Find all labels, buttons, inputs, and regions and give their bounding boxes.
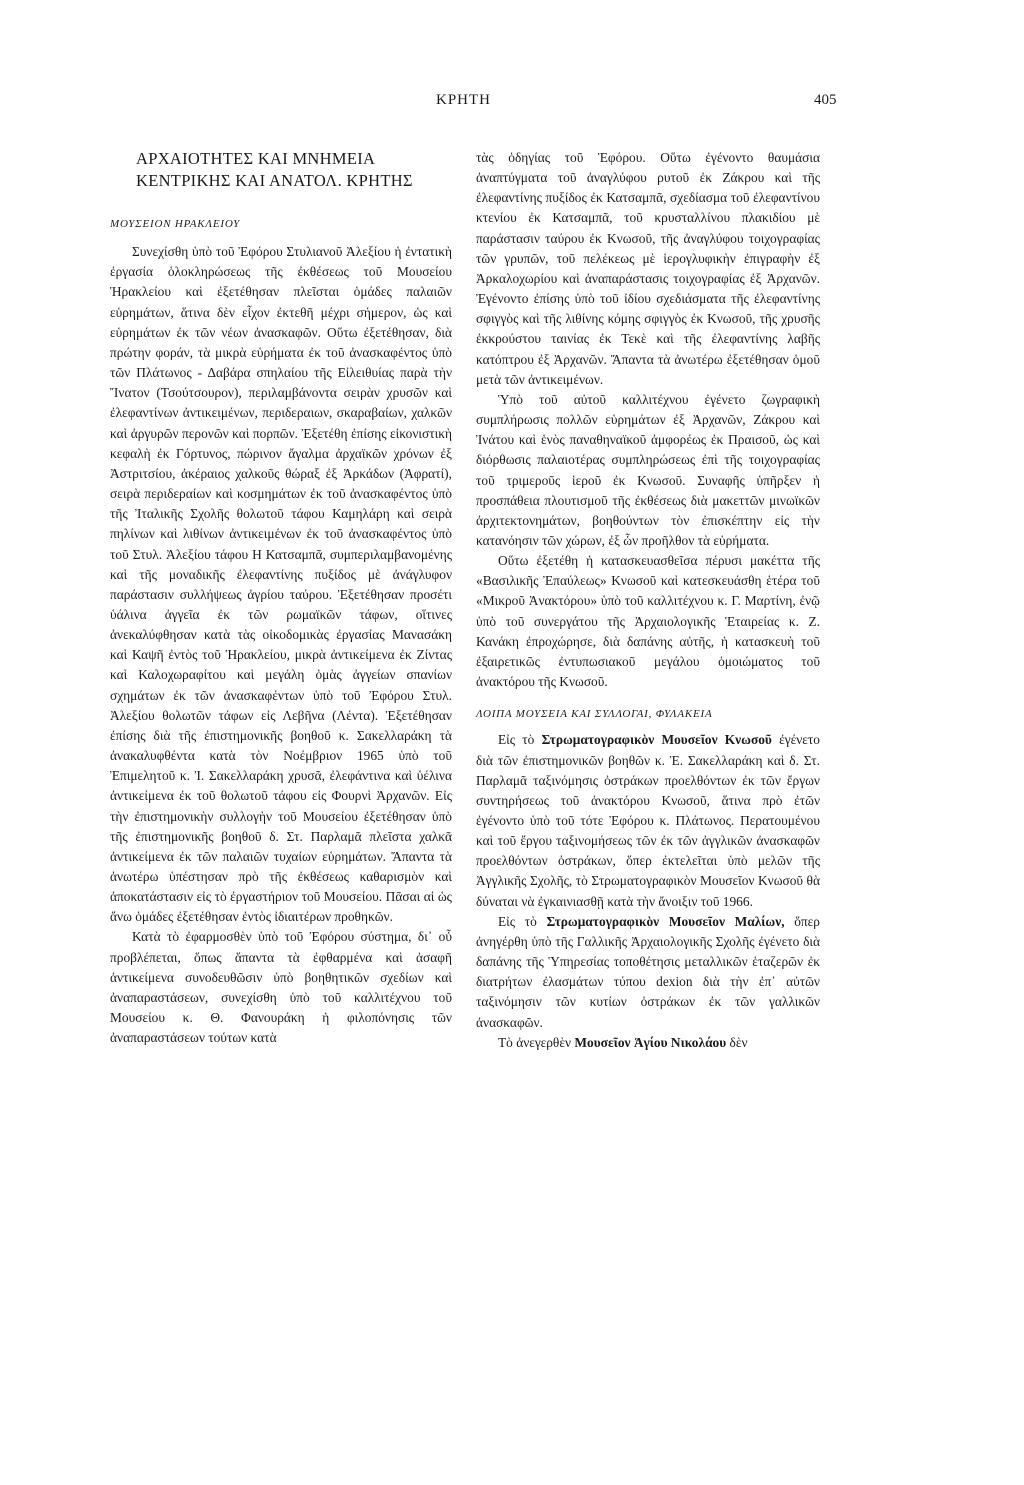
museum-name: Στρωματογραφικὸν Μουσεῖον Μαλίων, [546, 913, 785, 929]
section-title-line-1: ΑΡΧΑΙΟΤΗΤΕΣ ΚΑΙ ΜΝΗΜΕΙΑ [136, 149, 376, 168]
page-number: 405 [814, 92, 837, 108]
museum-name: Στρωματογραφικὸν Μουσεῖον Κνωσοῦ [541, 732, 772, 748]
running-header [0, 92, 1024, 116]
paragraph-lead: Εἰς τὸ [498, 913, 537, 929]
right-column [476, 148, 820, 1053]
paragraph [476, 1033, 820, 1053]
section-title-line-2: ΚΕΝΤΡΙΚΗΣ ΚΑΙ ΑΝΑΤΟΛ. ΚΡΗΤΗΣ [136, 171, 413, 190]
paragraph [476, 912, 820, 1033]
paragraph: Κατὰ τὸ ἐφαρμοσθὲν ὑπὸ τοῦ Ἐφόρου σύστημα, δι᾽ οὗ προβλέπεται, ὅπως ἅπαντα τὰ ἐφθαρμένα καὶ ἀσαφῆ ἀντικείμενα συνοδευθῶσιν ὑπὸ βοηθητικῶν σχεδίων καὶ ἀναπαραστάσεων, συνεχίσθη ὑπὸ τοῦ καλλιτέχνου τοῦ Μουσείου κ. Θ. Φανουράκη ἡ φιλοπόνησις τῶν ἀναπαραστάσεων τούτων κατὰ [110, 929, 452, 1046]
paragraph-lead: Εἰς τὸ [498, 732, 535, 748]
paragraph: Ὑπὸ τοῦ αὐτοῦ καλλιτέχνου ἐγένετο ζωγραφικὴ συμπλήρωσις πολλῶν εὑρημάτων ἐξ Ἀρχανῶν, Ζάκρου καὶ Ἰνάτου καὶ ἑνὸς παναθηναϊκοῦ ἀμφορέως ἐκ Πραισοῦ, ὡς καὶ διόρθωσις παλαιοτέρας συμπληρώσεως ἐπὶ τῆς τοιχογραφίας τοῦ τριμεροῦς ἱεροῦ ἐκ Κνωσοῦ. Συναφῆς ὑπῆρξεν ἡ προσπάθεια πλουτισμοῦ τῆς ἐκθέσεως διὰ μακεττῶν μινωϊκῶν ἀρχιτεκτονημάτων, βοηθούντων τὸν ἐπισκέπτην εἰς τὴν κατανόησιν τῶν χώρων, ἐξ ὧν προῆλθον τὰ εὑρήματα. [476, 391, 820, 548]
paragraph-lead: Τὸ ἀνεγερθὲν [498, 1034, 572, 1050]
paragraph [476, 730, 820, 911]
paragraph: τὰς ὁδηγίας τοῦ Ἐφόρου. Οὕτω ἐγένοντο θαυμάσια ἀναπτύγματα τοῦ ἀναγλύφου ρυτοῦ ἐκ Ζάκρου καὶ τῆς ἐλεφαντίνης πυξίδος ἐκ Κατσαμπᾶ, σχεδίασμα τοῦ ἐλεφαντίνου κτενίου ἐκ Κατσαμπᾶ, τοῦ κρυσταλλίνου πλακιδίου μὲ παράστασιν ταύρου ἐκ Κνωσοῦ, τῆς ἀναγλύφου τοιχογραφίας τῶν γρυπῶν, τοῦ πελέκεως μὲ ἱερογλυφικὴν ἐπιγραφὴν ἐξ Ἀρκαλοχωρίου καὶ ἀναπαράστασις τοιχογραφίας ἐξ Ἀρχανῶν. Ἐγένοντο ἐπίσης ὑπὸ τοῦ ἰδίου σχεδιάσματα τῆς ἐλεφαντίνης σφιγγὸς καὶ τῆς λιθίνης κόμης σφιγγὸς ἐκ Κνωσοῦ, τῆς χρυσῆς ἐκκρούστου ταινίας ἐκ Τεκὲ καὶ τῆς ἐλεφαντίνης λαβῆς κατόπτρου ἐξ Ἀρχανῶν. Ἅπαντα τὰ ἀνωτέρω ἐξετέθησαν ὁμοῦ μετὰ τῶν ἀντικειμένων. [476, 150, 820, 387]
museum-subheading: ΜΟΥΣΕΙΟΝ ΗΡΑΚΛΕΙΟΥ [110, 218, 241, 230]
paragraph: Οὕτω ἐξετέθη ἡ κατασκευασθεῖσα πέρυσι μακέττα τῆς «Βασιλικῆς Ἐπαύλεως» Κνωσοῦ καὶ κατεσκευάσθη ἑτέρα τοῦ «Μικροῦ Ἀνακτόρου» ὑπὸ τοῦ καλλιτέχνου κ. Γ. Μαρτίνη, ἐνῷ ὑπὸ τοῦ συνεργάτου τῆς Ἀρχαιολογικῆς Ἑταιρείας κ. Ζ. Κανάκη ἐπροχώρησε, διὰ δαπάνης αὐτῆς, ἡ κατασκευὴ τοῦ ἐξαιρετικῶς ἐντυπωσιακοῦ μεγάλου ὁμοιώματος τοῦ ἀνακτόρου τῆς Κνωσοῦ. [476, 553, 820, 690]
left-column [110, 148, 452, 1048]
running-title: ΚΡΗΤΗ [436, 92, 492, 108]
paragraph: Συνεχίσθη ὑπὸ τοῦ Ἐφόρου Στυλιανοῦ Ἀλεξίου ἡ ἐντατικὴ ἐργασία ὁλοκληρώσεως τῆς ἐκθέσεως τοῦ Μουσείου Ἡρακλείου καὶ ἐξετέθησαν πλεῖσται ὁμάδες παλαιῶν εὑρημάτων, ἅτινα δὲν εἶχον ἐκτεθῆ μέχρι σήμερον, ὡς καὶ εὑρημάτων ἐκ τῶν νέων ἀνασκαφῶν. Οὕτω ἐξετέθησαν, διὰ πρώτην φοράν, τὰ μικρὰ εὑρήματα ἐκ τοῦ ἀνασκαφέντος ὑπὸ τῶν Πλάτωνος - Δαβάρα σπηλαίου τῆς Εἰλειθυίας παρὰ τὴν Ἴνατον (Τσούτσουρον), περιλαμβάνοντα σειρὰν χρυσῶν καὶ ἐλεφαντίνων ἀντικειμένων, περιδεραιων, σκαραβαίων, χαλκῶν καὶ ἀργυρῶν περονῶν καὶ πορπῶν. Ἐξετέθη ἐπίσης εἰκονιστικὴ κεφαλὴ ἐκ Γόρτυνος, πώρινον ἄγαλμα ἀρχαϊκῶν χρόνων ἐξ Ἀστριτσίου, ἀκέραιος χαλκοῦς θώραξ ἐξ Ἀρκάδων (Ἀφρατί), σειρὰ περιδεραίων καὶ κοσμημάτων ἐκ τοῦ ἀνασκαφέντος ὑπὸ τῆς Ἰταλικῆς Σχολῆς θολωτοῦ τάφου Καμηλάρη καὶ σειρὰ πηλίνων καὶ λιθίνων ἀντικειμένων ἐκ τοῦ ἀνασκαφέντος ὑπὸ τοῦ Στυλ. Ἀλεξίου τάφου Η Κατσαμπᾶ, συμπεριλαμβανομένης καὶ τῆς μοναδικῆς ἐλεφαντίνης πυξίδος μὲ ἀνάγλυφον παράστασιν συλλήψεως ἀγρίου ταύρου. Ἐξετέθησαν προσέτι ὑάλινα ἀγγεῖα ἐκ τῶν ρωμαϊκῶν τάφων, οἵτινες ἀνεκαλύφθησαν κατὰ τὰς οἰκοδομικὰς ἐργασίας Μανασάκη καὶ Καψῆ ἐντὸς τοῦ Ἡρακλείου, μικρὰ ἀντικείμενα ἐκ Ζίντας καὶ Καλοχωραφίτου καὶ μεγάλη ὁμὰς ἀγγείων σπανίων σχημάτων ἐκ τῶν ἀνασκαφέντων ὑπὸ τοῦ Ἐφόρου Στυλ. Ἀλεξίου θολωτῶν τάφων εἰς Λεβῆνα (Λέντα). Ἐξετέθησαν ἐπίσης διὰ τῆς ἐπιστημονικῆς βοηθοῦ κ. Σακελλαράκη τὰ ἀνακαλυφθέντα κατὰ τὸν Νοέμβριον 1965 ὑπὸ τοῦ Ἐπιμελητοῦ κ. Ἰ. Σακελλαράκη χρυσᾶ, ἐλεφάντινα καὶ ὑέλινα ἀντικείμενα ἐκ τοῦ θολωτοῦ τάφου εἰς Φουρνὶ Ἀρχανῶν. Εἰς τὴν ἐπιστημονικὴν συλλογὴν τοῦ Μουσείου ἐξετέθησαν ὑπὸ τῆς ἐπιστημονικῆς βοηθοῦ δ. Στ. Παρλαμᾶ πλεῖστα χαλκᾶ ἀντικείμενα ἐκ τῶν παλαιῶν τυχαίων εὑρημάτων. Ἅπαντα τὰ ἀνωτέρω ὑπέστησαν πρὸ τῆς ἐκθέσεως καθαρισμὸν καὶ ἀποκατάστασιν εἰς τὸ ἐργαστήριον τοῦ Μουσείου. Πᾶσαι αἱ ὡς ἄνω ὁμάδες ἐξετέθησαν ἐντὸς ἰδιαιτέρων προθηκῶν. [110, 244, 452, 925]
paragraph-text: δὲν [729, 1034, 748, 1050]
other-museums-subheading: ΛΟΙΠΑ ΜΟΥΣΕΙΑ ΚΑΙ ΣΥΛΛΟΓΑΙ, ΦΥΛΑΚΕΙΑ [476, 708, 713, 721]
paragraph-text: ὅπερ ἀνηγέρθη ὑπὸ τῆς Γαλλικῆς Ἀρχαιολογικῆς Σχολῆς ἐγένετο διὰ δαπάνης τῆς Ὑπηρεσίας τοποθέτησις μεταλλικῶν ἑταζερῶν ἐκ διατρήτων ἐλασμάτων τύπου dexion διὰ τὴν ἐπ᾽ αὐτῶν ταξινόμησιν τῶν κυτίων ὀστράκων ἐκ τῶν γαλλικῶν ἀνασκαφῶν. [476, 913, 820, 1030]
paragraph-text: ἐγένετο διὰ τῶν ἐπιστημονικῶν βοηθῶν κ. Ἐ. Σακελλαράκη καὶ δ. Στ. Παρλαμᾶ ταξινόμησις ὀστράκων προελθόντων ἐκ τῶν ἔργων συντηρήσεως τοῦ ἀνακτόρου Κνωσοῦ, ἅτινα πρὸ ἐτῶν ἐγένοντο ὑπὸ τοῦ τότε Ἐφόρου κ. Πλάτωνος. Περατουμένου καὶ τοῦ ἔργου ταξινομήσεως τῶν ἐκ τῶν ἀγγλικῶν ἀνασκαφῶν προελθόντων ὀστράκων, ὅπερ ἐκτελεῖται ὑπὸ μελῶν τῆς Ἀγγλικῆς Σχολῆς, τὸ Στρωματογραφικὸν Μουσεῖον Κνωσοῦ θὰ δύναται νὰ ἐγκαινιασθῇ κατὰ τὴν ἄνοιξιν τοῦ 1966. [476, 732, 820, 909]
museum-name: Μουσεῖον Ἁγίου Νικολάου [574, 1034, 727, 1050]
section-title [136, 148, 452, 192]
